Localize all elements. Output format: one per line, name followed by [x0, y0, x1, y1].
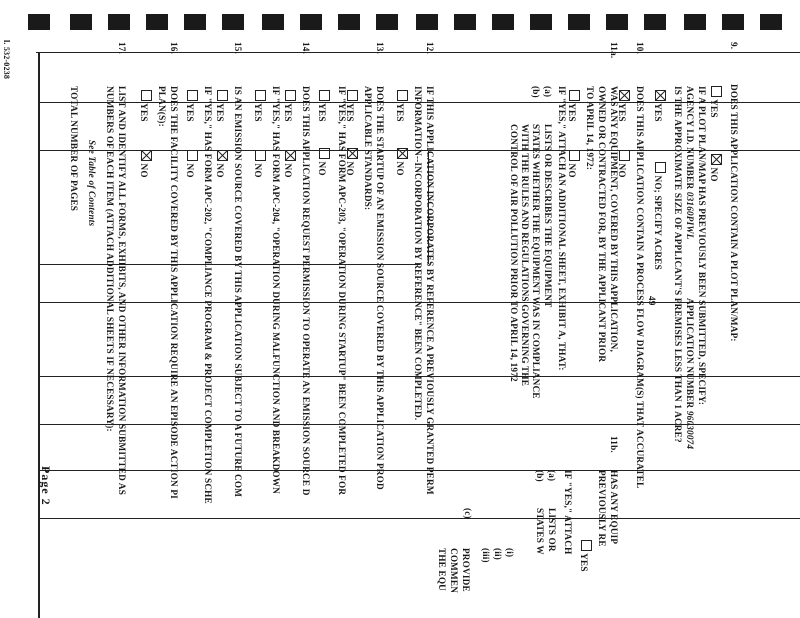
q9-size-no: NO; SPECIFY ACRES [653, 162, 666, 270]
q11a-a-text: LISTS OR DESCRIBES THE EQUIPMENT [543, 124, 553, 308]
q14-yes: YES [283, 90, 296, 122]
q16-line-2: PLAN(S): [157, 86, 167, 127]
q16-line-1: DOES THE FACILITY COVERED BY THIS APPLICATION REQUIRE AN EPISODE ACTION PI [169, 86, 179, 499]
punch-hole [760, 14, 782, 30]
q11a-yes: YES [567, 90, 580, 122]
punch-hole [28, 14, 50, 30]
q13-yes-checkbox[interactable] [347, 90, 358, 101]
q14-no: NO [283, 150, 296, 178]
q10-no-checkbox[interactable] [619, 150, 630, 161]
punch-hole [262, 14, 284, 30]
q12-no-checkbox[interactable] [397, 148, 408, 159]
page-number: Page 2 [39, 466, 53, 506]
q11b-ii: (ii) [493, 548, 503, 561]
punch-hole [300, 14, 322, 30]
q11b-number: 11b. [609, 436, 619, 453]
q15-number: 15. [233, 42, 243, 55]
punch-hole [684, 14, 706, 30]
rule-after-16 [40, 518, 800, 519]
q11b-c-line-3: THE EQU [437, 548, 447, 592]
q9-no-checkbox[interactable] [711, 154, 722, 165]
q13-no-checkbox[interactable] [347, 148, 358, 159]
q11b-yes: YES [579, 540, 592, 572]
q13-line-2: APPLICABLE STANDARDS: [363, 86, 373, 211]
q15-yes: YES [215, 90, 228, 122]
q10-yes: YES [617, 90, 630, 122]
q17-toc-reference: See Table of Contents [87, 140, 97, 227]
q14-yes-checkbox[interactable] [285, 90, 296, 101]
q9-size-yes: YES [653, 90, 666, 122]
punch-hole [222, 14, 244, 30]
q10-no: NO [617, 150, 630, 178]
q17-line-1: LIST AND IDENTIFY ALL FORMS, EXHIBITS, AND OTHER INFORMATION SUBMITTED AS [117, 86, 127, 496]
q14-no-2: NO [253, 150, 266, 178]
punch-hole [376, 14, 398, 30]
q13-line-1: DOES THE STARTUP OF AN EMISSION SOURCE COVERED BY THIS APPLICATION PROD [375, 86, 385, 490]
q11a-b-line-2: WITH THE RULES AND REGULATIONS GOVERNING THE [520, 124, 530, 387]
q15-if-yes: IF "YES," HAS FORM APC-202, "COMPLIANCE PROGRAM & PROJECT COMPLETION SCHE [203, 86, 213, 504]
q11a-b-label: (b) [531, 86, 541, 98]
q11b-b-text: STATES W [535, 508, 545, 555]
q15-yes-2-checkbox[interactable] [187, 90, 198, 101]
q9-app-row: APPLICATION NUMBER 96030074 [685, 298, 695, 450]
punch-hole [492, 14, 514, 30]
q17-total-pages: TOTAL NUMBER OF PAGES [69, 86, 79, 212]
q13-no: NO [345, 148, 358, 176]
q9-no-label: NO [709, 154, 722, 182]
rule-bottom-edge [38, 52, 40, 618]
q11a-no-checkbox[interactable] [569, 150, 580, 161]
q9-acres-value: 49 [647, 296, 657, 306]
q9-size-no-checkbox[interactable] [655, 162, 666, 173]
q9-if-line: IF A PLOT PLAN/MAP HAS PREVIOUSLY BEEN SUBMITTED, SPECIFY: [697, 86, 707, 406]
q15-no-2-checkbox[interactable] [187, 150, 198, 161]
q16-no-checkbox[interactable] [141, 150, 152, 161]
q14-yes-2-checkbox[interactable] [255, 90, 266, 101]
punch-hole [644, 14, 666, 30]
q11b-c-line-2: COMMEN [449, 548, 459, 594]
q11b-if-yes: IF "YES," ATTACH [563, 470, 573, 555]
q11a-b-line-3: CONTROL OF AIR POLLUTION PRIOR TO APRIL 14, 1972 [509, 124, 519, 382]
punch-hole [184, 14, 206, 30]
q14-yes-2: YES [253, 90, 266, 122]
q11b-a-text: LISTS OR [547, 508, 557, 552]
form-id-label: l. 532-0238 [2, 40, 11, 80]
q11b-line-2: PREVIOUSLY RE [597, 470, 607, 547]
q9-question: DOES THIS APPLICATION CONTAIN A PLOT PLAN/MAP: [729, 84, 739, 342]
q17-line-2: NUMBERS OF EACH ITEM (ATTACH ADDITIONAL SHEETS IF NECESSARY): [105, 86, 115, 432]
punch-hole [530, 14, 552, 30]
punch-hole [454, 14, 476, 30]
q12-number: 12. [425, 42, 435, 55]
q14-no-2-checkbox[interactable] [255, 150, 266, 161]
q11b-b-label: (b) [535, 470, 545, 482]
q9-size-yes-checkbox[interactable] [655, 90, 666, 101]
q11b-c-line-1: PROVIDE [461, 548, 471, 592]
q13-no-2-checkbox[interactable] [319, 148, 330, 159]
punch-hole [338, 14, 360, 30]
q11b-line-1: HAS ANY EQUIP [609, 470, 619, 545]
q11a-yes-checkbox[interactable] [569, 90, 580, 101]
q11a-a-label: (a) [543, 86, 553, 98]
q15-line-1: IS AN EMISSION SOURCE COVERED BY THIS APPLICATION SUBJECT TO A FUTURE COM [233, 86, 243, 498]
q9-agency-value: 03160PIWL [685, 191, 695, 240]
q12-yes: YES [395, 90, 408, 122]
q13-yes-2: YES [317, 90, 330, 122]
q14-if-yes: IF "YES," HAS FORM APC-204, "OPERATION DURING MALFUNCTION AND BREAKDOWN [271, 86, 281, 494]
q11b-i: (i) [505, 548, 515, 558]
q14-no-checkbox[interactable] [285, 150, 296, 161]
punch-hole [416, 14, 438, 30]
rule-after-15 [40, 470, 800, 471]
q10-question: DOES THIS APPLICATION CONTAIN A PROCESS FLOW DIAGRAM(S) THAT ACCURATEL [635, 86, 645, 489]
q13-if-yes: IF "YES," HAS FORM APC-203, "OPERATION DURING STARTUP" BEEN COMPLETED FOR [337, 86, 347, 496]
q17-number: 17. [117, 42, 127, 55]
q13-no-2: NO [317, 148, 330, 176]
q11a-if-yes: IF "YES," ATTACH AN ADDITIONAL SHEET, EXHIBIT A, THAT: [557, 86, 567, 371]
q9-size-question: IS THE APPROXIMATE SIZE OF APPLICANT'S PREMISES LESS THAN 1 ACRE? [673, 86, 683, 443]
q15-no-2: NO [185, 150, 198, 178]
q16-yes-checkbox[interactable] [141, 90, 152, 101]
punch-hole [568, 14, 590, 30]
q9-yes-label: YES [709, 86, 722, 118]
q12-no: NO [395, 148, 408, 176]
q9-yes-checkbox[interactable] [711, 86, 722, 97]
q12-line-2: INFORMATION--INCORPORATION BY REFERENCE" BEEN COMPLETED. [413, 86, 423, 421]
q15-yes-2: YES [185, 90, 198, 122]
q14-line-1: DOES THIS APPLICATION REQUEST PERMISSION TO OPERATE AN EMISSION SOURCE D [301, 86, 311, 496]
q9-app-value: 96030074 [685, 410, 695, 450]
q11a-line-2: OWNED OR CONTRACTED FOR, BY THE APPLICANT PRIOR [597, 86, 607, 363]
rule-top [36, 52, 800, 53]
q16-number: 16. [169, 42, 179, 55]
q10-number: 10. [635, 42, 645, 55]
q13-number: 13. [375, 42, 385, 55]
punch-hole [722, 14, 744, 30]
q16-yes: YES [139, 90, 152, 122]
q15-yes-checkbox[interactable] [217, 90, 228, 101]
q15-no: NO [215, 150, 228, 178]
q9-agency-row: AGENCY I.D. NUMBER 03160PIWL [685, 86, 695, 240]
q11a-b-line-1: STATES WHETHER THE EQUIPMENT WAS IN COMPLIANCE [531, 124, 541, 399]
punch-hole [606, 14, 628, 30]
q11b-a-label: (a) [547, 470, 557, 482]
q11a-line-3: TO APRIL 14, 1972: [585, 86, 595, 171]
punch-hole [146, 14, 168, 30]
q11a-no: NO [567, 150, 580, 178]
q11b-yes-checkbox[interactable] [581, 540, 592, 551]
q9-number: 9. [729, 42, 739, 50]
q13-yes-2-checkbox[interactable] [319, 90, 330, 101]
punch-hole [70, 14, 92, 30]
q14-number: 14. [301, 42, 311, 55]
q11a-line-1: WAS ANY EQUIPMENT, COVERED BY THIS APPLICATION, [609, 86, 619, 353]
q13-yes: YES [345, 90, 358, 122]
q10-yes-checkbox[interactable] [619, 90, 630, 101]
q11b-iii: (iii) [481, 548, 491, 563]
q11a-number: 11a. [609, 42, 619, 59]
q15-no-checkbox[interactable] [217, 150, 228, 161]
q11b-c-label: (c) [463, 508, 473, 519]
punch-hole [108, 14, 130, 30]
q12-line-1: IF THIS APPLICATION INCORPORATES BY REFERENCE A PREVIOUSLY GRANTED PERM [425, 86, 435, 495]
rule-after-11 [40, 264, 420, 265]
q12-yes-checkbox[interactable] [397, 90, 408, 101]
q16-no: NO [139, 150, 152, 178]
